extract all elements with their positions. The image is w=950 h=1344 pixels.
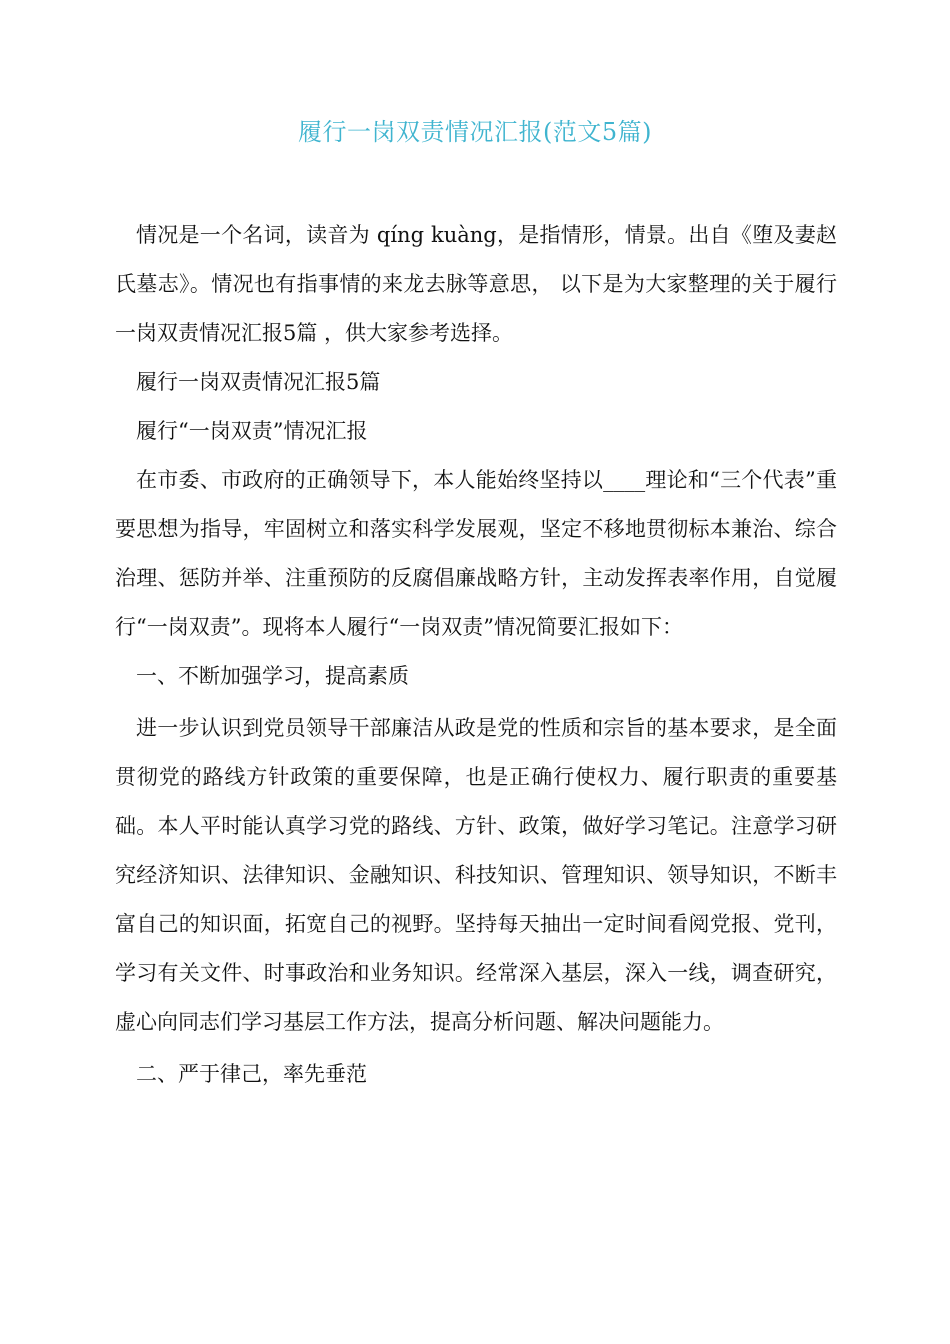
intro-paragraph: 情况是一个名词，读音为 qíng kuàng，是指情形，情景。出自《堕及妻赵氏墓志》。情况也有指事情的来龙去脉等意思， 以下是为大家整理的关于履行一岗双责情况汇报5篇 ，供大家参考选择。 — [115, 223, 837, 345]
document-title: 履行一岗双责情况汇报(范文5篇) — [298, 118, 652, 146]
section-heading-1: 一、不断加强学习，提高素质 — [136, 664, 409, 688]
document-body — [115, 211, 837, 1099]
subtitle-line: 履行一岗双责情况汇报5篇 — [136, 370, 381, 394]
section-heading-2: 二、严于律己，率先垂范 — [136, 1062, 367, 1086]
opening-paragraph: 在市委、市政府的正确领导下，本人能始终坚持以____理论和“三个代表”重要思想为指导，牢固树立和落实科学发展观，坚定不移地贯彻标本兼治、综合治理、惩防并举、注重预防的反腐倡廉战略方针，主动发挥表率作用，自觉履行“一岗双责”。现将本人履行“一岗双责”情况简要汇报如下： — [115, 468, 837, 639]
section-1-paragraph: 进一步认识到党员领导干部廉洁从政是党的性质和宗旨的基本要求，是全面贯彻党的路线方针政策的重要保障，也是正确行使权力、履行职责的重要基础。本人平时能认真学习党的路线、方针、政策，做好学习笔记。注意学习研究经济知识、法律知识、金融知识、科技知识、管理知识、领导知识，不断丰富自己的知识面，拓宽自己的视野。坚持每天抽出一定时间看阅党报、党刊，学习有关文件、时事政治和业务知识。经常深入基层，深入一线，调查研究，虚心向同志们学习基层工作方法，提高分析问题、解决问题能力。 — [115, 716, 837, 1034]
report-heading: 履行“一岗双责”情况汇报 — [136, 419, 368, 443]
